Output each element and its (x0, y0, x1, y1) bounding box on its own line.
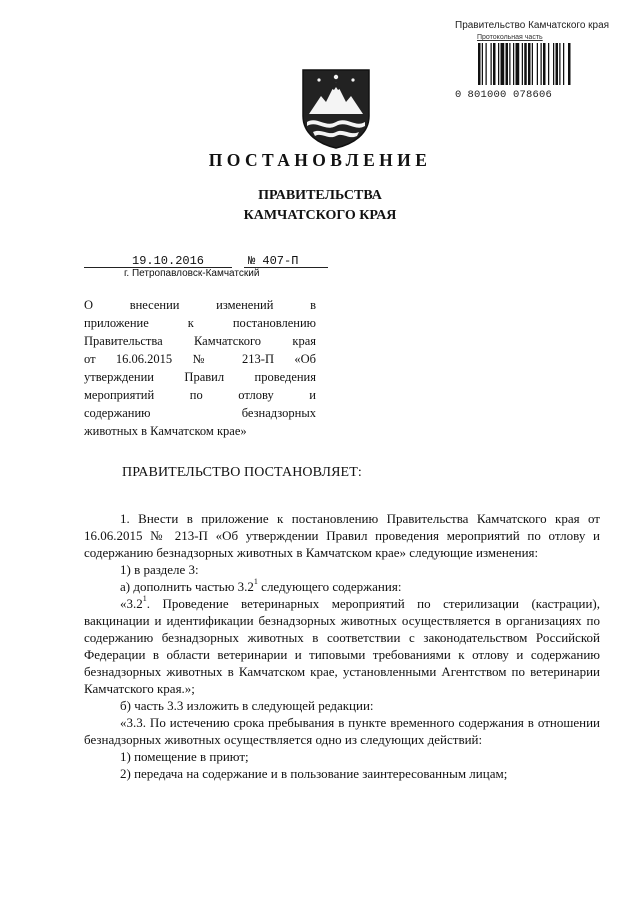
document-title: ПОСТАНОВЛЕНИЕ (208, 150, 432, 170)
issuing-authority-line2: КАМЧАТСКОГО КРАЯ (243, 208, 397, 223)
barcode-bar (493, 43, 496, 85)
barcode-bar (486, 43, 487, 85)
document-number: № 407-П (248, 254, 299, 268)
barcode-bar (532, 43, 533, 85)
barcode-bar (516, 43, 520, 85)
barcode-number (455, 89, 615, 101)
body-paragraph (84, 578, 600, 595)
body-text: а) дополнить частью 3.2 (120, 579, 254, 594)
document-subject (84, 296, 316, 440)
barcode-bar (559, 43, 560, 85)
stamp-organization: Правительство Камчатского края (455, 20, 610, 31)
document-body (84, 510, 600, 782)
body-paragraph: 1) помещение в приют; (120, 749, 249, 764)
barcode-bar (548, 43, 549, 85)
barcode-bar (498, 43, 499, 85)
body-text: следующего содержания: (257, 579, 402, 594)
subject-line: от 16.06.2015 № 213-П «Об (84, 352, 316, 366)
barcode-bar (478, 43, 481, 85)
body-paragraph: «3.3. По истечению срока пребывания в пункте временного содержания в отношении безнадзорных животных осуществляется одно из следующих действий: (84, 715, 600, 747)
kamchatka-coat-of-arms-icon (299, 66, 373, 150)
body-paragraph (84, 595, 600, 697)
subject-line: животных в Камчатском крае» (84, 424, 247, 438)
barcode-bar (541, 43, 542, 85)
issuing-authority-line1: ПРАВИТЕЛЬСТВА (258, 188, 382, 203)
barcode-bar (568, 43, 571, 85)
date-number-line (84, 254, 329, 268)
barcode-bar (491, 43, 492, 85)
document-date: 19.10.2016 (132, 254, 205, 268)
subject-line: О внесении изменений в (84, 298, 316, 312)
body-paragraph: 1. Внести в приложение к постановлению Правительства Камчатского края от 16.06.2015 № 213-П «Об утверждении Правил проведения мероприятий по отлову и содержанию безнадзорных животных в Камчатском крае» следующие изменения: (84, 511, 600, 560)
stamp-subtitle: Протокольная часть (477, 34, 543, 41)
subject-line: приложение к постановлению (84, 316, 316, 330)
barcode-lead-digit: 0 (455, 89, 462, 101)
barcode-bar (524, 43, 527, 85)
body-paragraph: 2) передача на содержание и в пользование заинтересованным лицам; (120, 766, 508, 781)
barcode-bar (509, 43, 510, 85)
registration-stamp (455, 20, 615, 101)
subject-line: мероприятий по отлову и (84, 388, 316, 402)
superscript: 1 (142, 594, 147, 603)
subject-line: содержанию безнадзорных (84, 406, 316, 420)
barcode-bar (513, 43, 514, 85)
barcode-bar (482, 43, 483, 85)
preamble: ПРАВИТЕЛЬСТВО ПОСТАНОВЛЯЕТ: (122, 465, 362, 480)
body-text: . Проведение ветеринарных мероприятий по стерилизации (кастрации), вакцинации и идентификации безнадзорных животных осуществляется в организациях по содержанию безнадзорных животных в соответствии с законодательством Российской Федерации в области ветеринарии и типовыми требованиями к отлову и содержанию безнадзорных животных в Камчатском крае, установленными Агентством по ветеринарии Камчатского края.»; (84, 596, 600, 696)
barcode-bar (543, 43, 546, 85)
barcode-bar (537, 43, 538, 85)
body-text: «3.2 (120, 596, 143, 611)
document-city: г. Петропавловск-Камчатский (124, 268, 260, 279)
issuing-authority (0, 186, 640, 226)
barcode (477, 43, 599, 85)
barcode-bar (522, 43, 523, 85)
barcode-bar (528, 43, 531, 85)
body-paragraph: 1) в разделе 3: (120, 562, 199, 577)
barcode-bar (553, 43, 554, 85)
subject-line: Правительства Камчатского края (84, 334, 316, 348)
barcode-bar (563, 43, 564, 85)
subject-line: утверждении Правил проведения (84, 370, 316, 384)
barcode-bar (556, 43, 559, 85)
barcode-digits: 801000 078606 (467, 89, 553, 101)
superscript: 1 (253, 577, 258, 586)
body-paragraph: б) часть 3.3 изложить в следующей редакции: (120, 698, 374, 713)
barcode-bar (506, 43, 509, 85)
barcode-bar (501, 43, 505, 85)
